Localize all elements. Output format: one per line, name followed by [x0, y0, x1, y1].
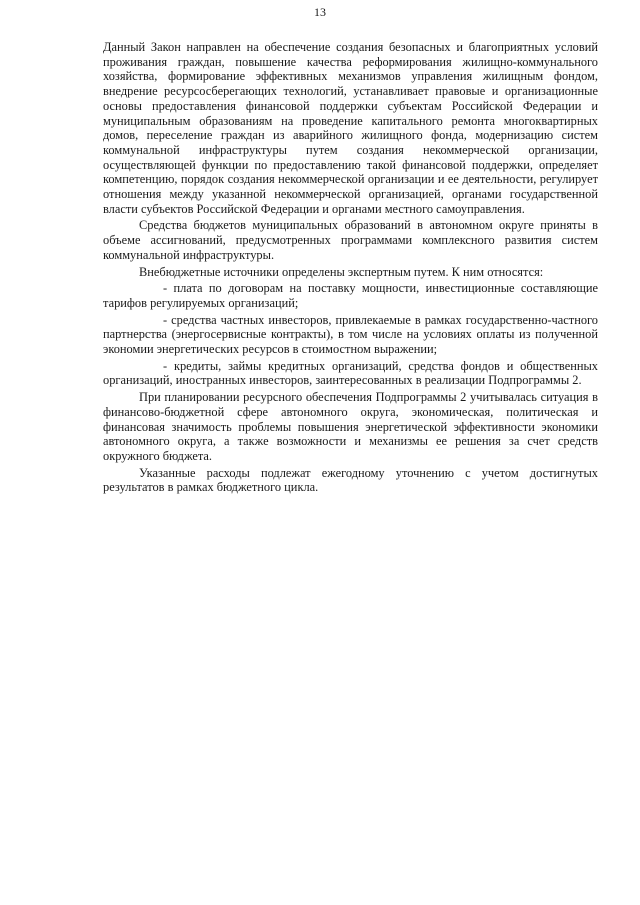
paragraph-annual-adjustment: Указанные расходы подлежат ежегодному уточнению с учетом достигнутых результатов в рамках бюджетного цикла.	[103, 465, 598, 495]
paragraph-resource-planning: При планировании ресурсного обеспечения Подпрограммы 2 учитывалась ситуация в финансово-бюджетной сфере автономного округа, экономическая, политическая и финансовая значимость проблемы повышения энергетической эффективности экономики автономного округа, а также возможности и механизмы ее решения за счет средств окружного бюджета.	[103, 390, 598, 463]
list-item-private-investors: - средства частных инвесторов, привлекаемые в рамках государственно-частного партнерства (энергосервисные контракты), в том числе на условиях оплаты из полученной экономии энергетических ресурсов в стоимостном выражении;	[103, 312, 598, 357]
document-body	[103, 40, 598, 497]
page-number: 13	[314, 5, 326, 19]
paragraph-extrabudgetary-sources: Внебюджетные источники определены экспертным путем. К ним относятся:	[139, 264, 544, 279]
paragraph-law-purpose: Данный Закон направлен на обеспечение создания безопасных и благоприятных условий проживания граждан, повышение качества реформирования жилищно-коммунального хозяйства, формирование эффективных механизмов управления жилищным фондом, внедрение ресурсосберегающих технологий, устанавливает правовые и организационные основы предоставления финансовой поддержки субъектам Российской Федерации и муниципальным образованиям на проведение капитального ремонта многоквартирных домов, переселение граждан из аварийного жилищного фонда, модернизацию систем коммунальной инфраструктуры путем создания некоммерческой организации, осуществляющей функции по предоставлению такой финансовой поддержки, определяет компетенцию, порядок создания некоммерческой организации и ее деятельности, регулирует отношения между указанной некоммерческой организацией, органами государственной власти субъектов Российской Федерации и органами местного самоуправления.	[103, 40, 598, 216]
list-item-capacity-fees: - плата по договорам на поставку мощности, инвестиционные составляющие тарифов регулируемых организаций;	[103, 281, 598, 310]
list-item-loans: - кредиты, займы кредитных организаций, средства фондов и общественных организаций, иностранных инвесторов, заинтересованных в реализации Подпрограммы 2.	[103, 358, 598, 388]
paragraph-municipal-budgets: Средства бюджетов муниципальных образований в автономном округе приняты в объеме ассигнований, предусмотренных программами комплексного развития систем коммунальной инфраструктуры.	[103, 218, 598, 262]
